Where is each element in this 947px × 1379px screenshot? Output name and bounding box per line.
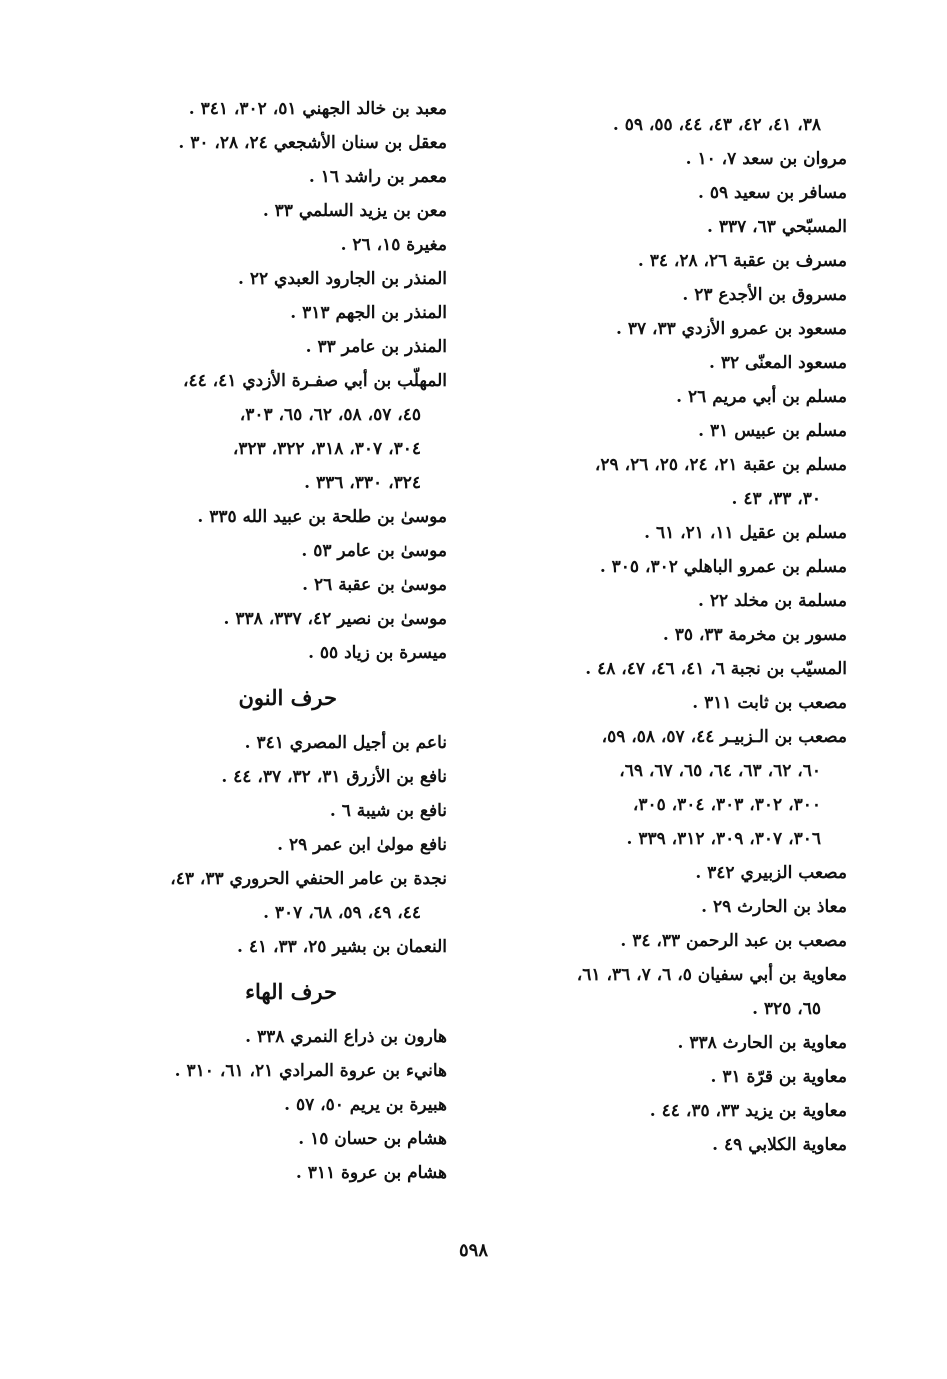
index-entry-continuation: ٦٠، ٦٢، ٦٣، ٦٤، ٦٥، ٦٧، ٦٩، xyxy=(619,761,821,781)
index-entry: موسىٰ بن عامر ٥٣ . xyxy=(301,541,447,561)
index-column-left xyxy=(57,92,447,1190)
index-entry: هشام بن حسان ١٥ . xyxy=(298,1129,447,1149)
index-entry: مسلم بن عمرو الباهلي ٣٠٢، ٣٠٥ . xyxy=(599,557,847,577)
index-entry-continuation: ٣٢٤، ٣٣٠، ٣٣٦ . xyxy=(304,473,421,493)
index-entry: معاوية بن أبي سفيان ٥، ٦، ٧، ٣٦، ٦١، xyxy=(576,965,847,985)
index-entry: موسىٰ بن طلحة بن عبيد الله ٣٣٥ . xyxy=(197,507,447,527)
index-entry: مصعب بن ثابت ٣١١ . xyxy=(692,693,847,713)
index-entry-continuation: ٣٠، ٣٣، ٤٣ . xyxy=(731,489,821,509)
index-entry: هارون بن ذراع النمري ٣٣٨ . xyxy=(245,1027,447,1047)
index-entry: مسلم بن أبي مريم ٢٦ . xyxy=(676,387,847,407)
index-entry: مسور بن مخرمة ٣٣، ٣٥ . xyxy=(662,625,847,645)
index-entry: مغيرة ١٥، ٢٦ . xyxy=(340,235,447,255)
index-entry: المنذر بن عامر ٣٣ . xyxy=(305,337,447,357)
index-entry: هشام بن عروة ٣١١ . xyxy=(295,1163,447,1183)
index-entry-continuation: ٣٨، ٤١، ٤٢، ٤٣، ٤٤، ٥٥، ٥٩ . xyxy=(612,115,821,135)
index-entry: مسلمة بن مخلد ٢٢ . xyxy=(697,591,847,611)
index-entry: مسرف بن عقبة ٢٦، ٢٨، ٣٤ . xyxy=(637,251,847,271)
index-entry: مصعب الزبيري ٣٤٢ . xyxy=(695,863,847,883)
index-entry: نافع بن الأزرق ٣١، ٣٢، ٣٧، ٤٤ . xyxy=(221,767,447,787)
index-entry: مسلم بن عقيل ١١، ٢١، ٦١ . xyxy=(644,523,847,543)
index-entry: هانيء بن عروة المرادي ٢١، ٦١، ٣١٠ . xyxy=(174,1061,447,1081)
index-entry: المنذر بن الجهم ٣١٣ . xyxy=(290,303,447,323)
index-entry: معاوية الكلابي ٤٩ . xyxy=(712,1135,847,1155)
page-number: ٥٩٨ xyxy=(458,1240,488,1261)
index-entry: مسلم بن عبيس ٣١ . xyxy=(698,421,847,441)
index-entry-continuation: ٣٠٠، ٣٠٢، ٣٠٣، ٣٠٤، ٣٠٥، xyxy=(632,795,821,815)
index-entry: معبد بن خالد الجهني ٥١، ٣٠٢، ٣٤١ . xyxy=(188,99,447,119)
index-entry: مسافر بن سعيد ٥٩ . xyxy=(698,183,847,203)
index-entry: معاوية بن قرّة ٣١ . xyxy=(710,1067,847,1087)
index-entry: نافع مولىٰ ابن عمر ٢٩ . xyxy=(277,835,447,855)
index-entry-continuation: ٦٥، ٣٢٥ . xyxy=(752,999,821,1019)
index-entry: مسلم بن عقبة ٢١، ٢٤، ٢٥، ٢٦، ٢٩، xyxy=(594,455,847,475)
index-entry-continuation: ٤٥، ٥٧، ٥٨، ٦٢، ٦٥، ٣٠٣، xyxy=(239,405,421,425)
index-entry: مروان بن سعد ٧، ١٠ . xyxy=(685,149,847,169)
index-entry: مصعب بن عبد الرحمن ٣٣، ٣٤ . xyxy=(620,931,847,951)
index-entry: النعمان بن بشير ٢٥، ٣٣، ٤١ . xyxy=(236,937,447,957)
index-entry: موسىٰ بن نصير ٤٢، ٣٣٧، ٣٣٨ . xyxy=(223,609,447,629)
index-entry: المنذر بن الجارود العبدي ٢٢ . xyxy=(238,269,447,289)
index-entry: مسعود المعنّى ٣٢ . xyxy=(708,353,847,373)
index-entry: هبيرة بن يريم ٥٠، ٥٧ . xyxy=(284,1095,447,1115)
index-entry-continuation: ٤٤، ٤٩، ٥٩، ٦٨، ٣٠٧ . xyxy=(263,903,421,923)
index-entry-continuation: ٣٠٦، ٣٠٧، ٣٠٩، ٣١٢، ٣٣٩ . xyxy=(626,829,821,849)
index-entry: مصعب بن الـزبيـر ٤٤، ٥٧، ٥٨، ٥٩، xyxy=(601,727,847,747)
index-entry: معاذ بن الحارث ٢٩ . xyxy=(701,897,847,917)
index-column-right xyxy=(467,108,847,1162)
index-entry: موسىٰ بن عقبة ٢٦ . xyxy=(302,575,447,595)
index-entry: مسعود بن عمرو الأزدي ٣٣، ٣٧ . xyxy=(615,319,847,339)
section-heading: حرف الهاء xyxy=(245,979,337,1004)
index-entry-continuation: ٣٠٤، ٣٠٧، ٣١٨، ٣٢٢، ٣٢٣، xyxy=(232,439,421,459)
index-entry: المسبّحي ٦٣، ٣٣٧ . xyxy=(706,217,847,237)
index-entry: نافع بن شيبة ٦ . xyxy=(329,801,447,821)
index-entry: معاوية بن يزيد ٣٣، ٣٥، ٤٤ . xyxy=(649,1101,847,1121)
index-entry: معاوية بن الحارث ٣٣٨ . xyxy=(677,1033,847,1053)
index-entry: معمر بن راشد ١٦ . xyxy=(308,167,447,187)
index-entry: مسروق بن الأجدع ٢٣ . xyxy=(682,285,847,305)
index-entry: معن بن يزيد السلمي ٣٣ . xyxy=(262,201,447,221)
index-entry: المسيّب بن نجبة ٦، ٤١، ٤٦، ٤٧، ٤٨ . xyxy=(585,659,847,679)
index-entry: المهلّب بن أبي صفـرة الأزدي ٤١، ٤٤، xyxy=(182,371,447,391)
index-entry: معقل بن سنان الأشجعي ٢٤، ٢٨، ٣٠ . xyxy=(178,133,447,153)
index-entry: ميسرة بن زياد ٥٥ . xyxy=(308,643,447,663)
index-entry: نجدة بن عامر الحنفي الحروري ٣٣، ٤٣، xyxy=(170,869,447,889)
section-heading: حرف النون xyxy=(238,685,337,710)
index-entry: ناعم بن أجيل المصري ٣٤١ . xyxy=(244,733,447,753)
